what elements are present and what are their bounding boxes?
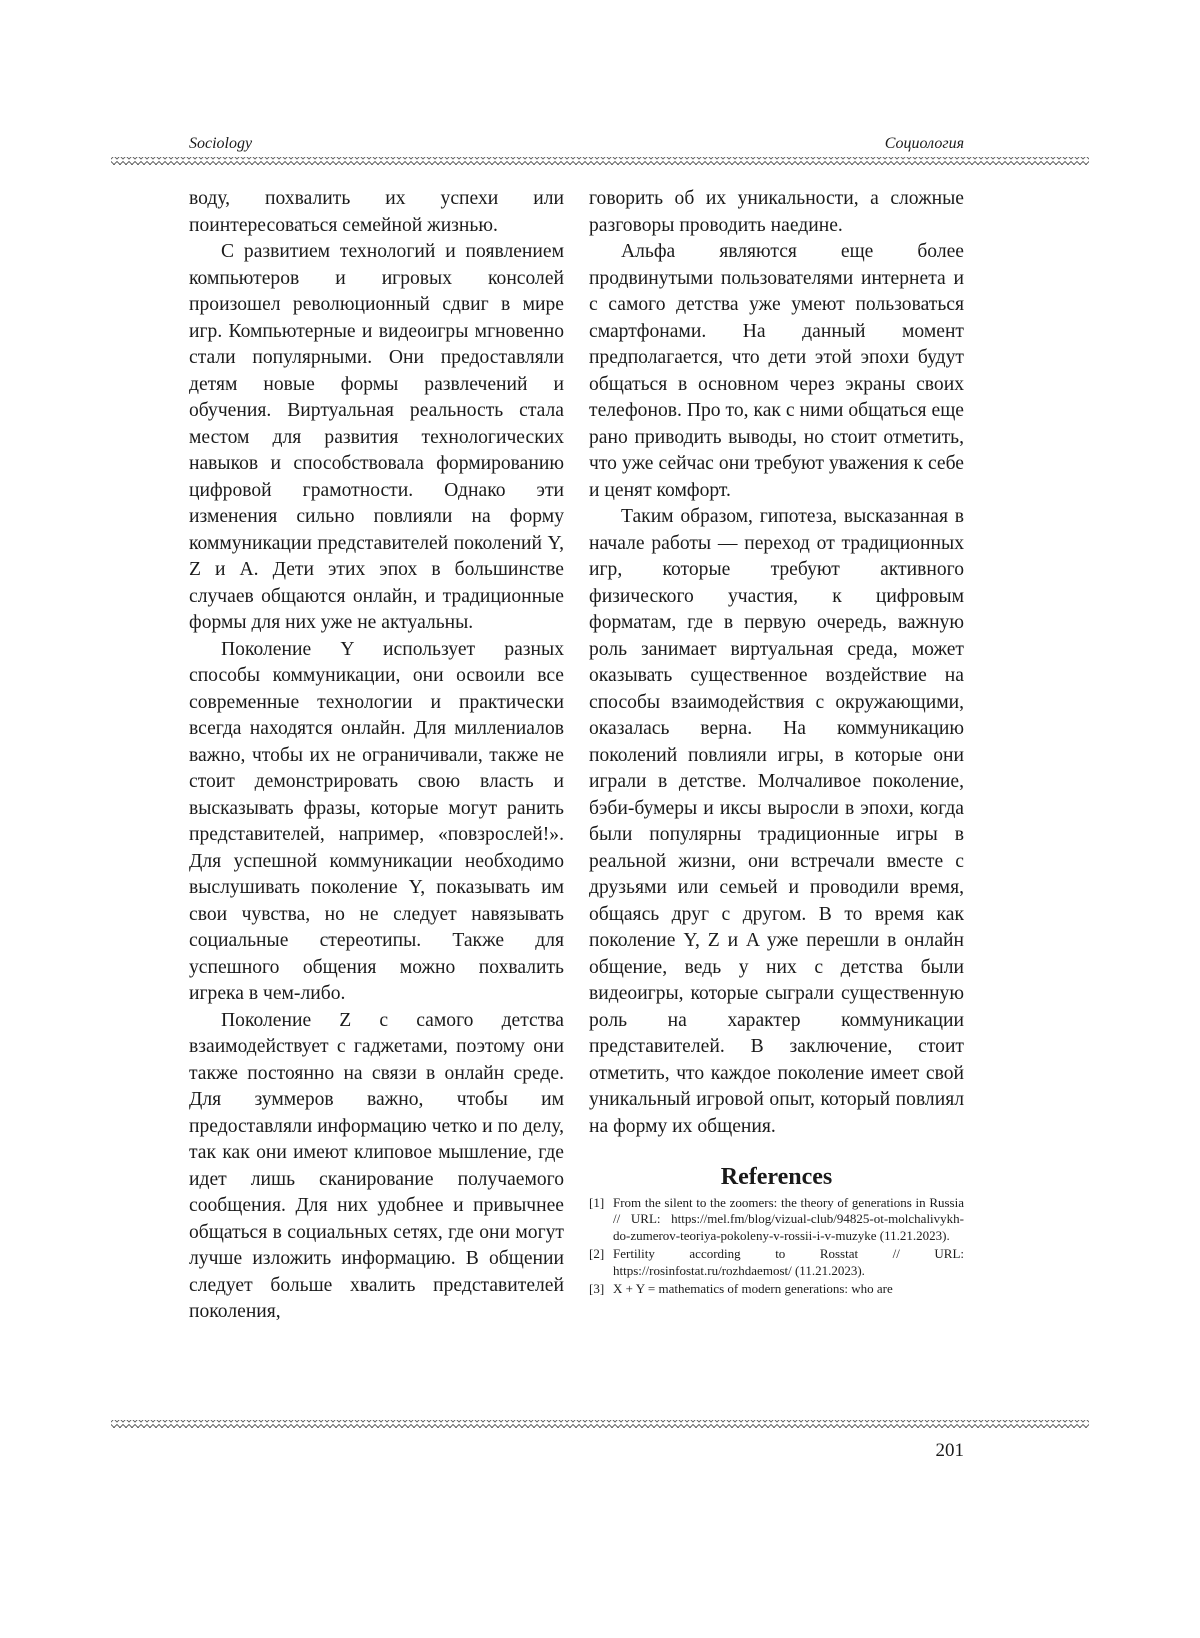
- paragraph: С развитием технологий и появлением компьютеров и игровых консолей произошел революционный сдвиг в мире игр. Компьютерные и видеоигры мгновенно стали популярными. Они предоставляли детям новые формы развлечений и обучения. Виртуальная реальность стала местом для развития технологических навыков и способствовала формированию цифровой грамотности. Однако эти изменения сильно повлияли на форму коммуникации представителей поколений Y, Z и A. Дети этих эпох в большинстве случаев общаются онлайн, и традиционные формы для них уже не актуальны.: [189, 239, 564, 637]
- paragraph: говорить об их уникальности, а сложные разговоры проводить наедине.: [589, 186, 964, 239]
- page-number: 201: [936, 1440, 965, 1462]
- running-head-left: Sociology: [189, 135, 252, 153]
- ornament-bottom-divider: [111, 1420, 1089, 1428]
- running-head-right: Социология: [885, 135, 964, 153]
- reference-text: From the silent to the zoomers: the theory of generations in Russia // URL: https://mel.fm/blog/vizual-club/94825-ot-molchalivykh-do-zumerov-teoriya-pokoleny-v-rossii-i-v-muzyke (11.21.2023).: [613, 1195, 964, 1243]
- reference-text: Fertility according to Rosstat // URL: https://rosinfostat.ru/rozhdaemost/ (11.21.2023).: [613, 1246, 964, 1278]
- paragraph: Альфа являются еще более продвинутыми пользователями интернета и с самого детства уже умеют пользоваться смартфонами. На данный момент предполагается, что дети этой эпохи будут общаться в основном через экраны своих телефонов. Про то, как с ними общаться еще рано приводить выводы, но стоит отметить, что уже сейчас они требуют уважения к себе и ценят комфорт.: [589, 239, 964, 504]
- reference-number: [2]: [589, 1246, 613, 1263]
- reference-item: [589, 1246, 964, 1279]
- paragraph: Поколение Y использует разных способы коммуникации, они освоили все современные технологии и практически всегда находятся онлайн. Для миллениалов важно, чтобы их не ограничивали, также не стоит демонстрировать свою власть и высказывать фразы, которые могут ранить представителей, например, «повзрослей!». Для успешной коммуникации необходимо выслушивать поколение Y, показывать им свои чувства, но не следует навязывать социальные стереотипы. Также для успешного общения можно похвалить игрека в чем-либо.: [189, 637, 564, 1008]
- paragraph: Поколение Z с самого детства взаимодействует с гаджетами, поэтому они также постоянно на связи в онлайн среде. Для зуммеров важно, чтобы им предоставляли информацию четко и по делу, так как они имеют клиповое мышление, где идет лишь сканирование получаемого сообщения. Для них удобнее и привычнее общаться в социальных сетях, где они могут лучше изложить информацию. В общении следует больше хвалить представителей поколения,: [189, 1008, 564, 1326]
- reference-item: [589, 1195, 964, 1245]
- running-head: [189, 133, 964, 155]
- left-column: [189, 186, 564, 1326]
- paragraph: Таким образом, гипотеза, высказанная в начале работы — переход от традиционных игр, которые требуют активного физического участия, к цифровым форматам, где в первую очередь, важную роль занимает виртуальная среда, может оказывать существенное воздействие на способы взаимодействия с окружающими, оказалась верна. На коммуникацию поколений повлияли игры, в которые они играли в детстве. Молчаливое поколение, бэби-бумеры и иксы выросли в эпохи, когда были популярны традиционные игры в реальной жизни, они встречали вместе с друзьями или семьей и проводили время, общаясь друг с другом. В то время как поколение Y, Z и A уже перешли в онлайн общение, ведь у них с детства были видеоигры, которые сыграли существенную роль на характер коммуникации представителей. В заключение, стоит отметить, что каждое поколение имеет свой уникальный игровой опыт, который повлиял на форму их общения.: [589, 504, 964, 1140]
- paragraph: воду, похвалить их успехи или поинтересоваться семейной жизнью.: [189, 186, 564, 239]
- reference-item: [589, 1281, 964, 1298]
- ornament-top-divider: [111, 157, 1089, 165]
- reference-number: [1]: [589, 1195, 613, 1212]
- reference-text: X + Y = mathematics of modern generations: who are: [613, 1281, 893, 1296]
- reference-number: [3]: [589, 1281, 613, 1298]
- right-column: [589, 186, 964, 1300]
- references-title: References: [589, 1164, 964, 1191]
